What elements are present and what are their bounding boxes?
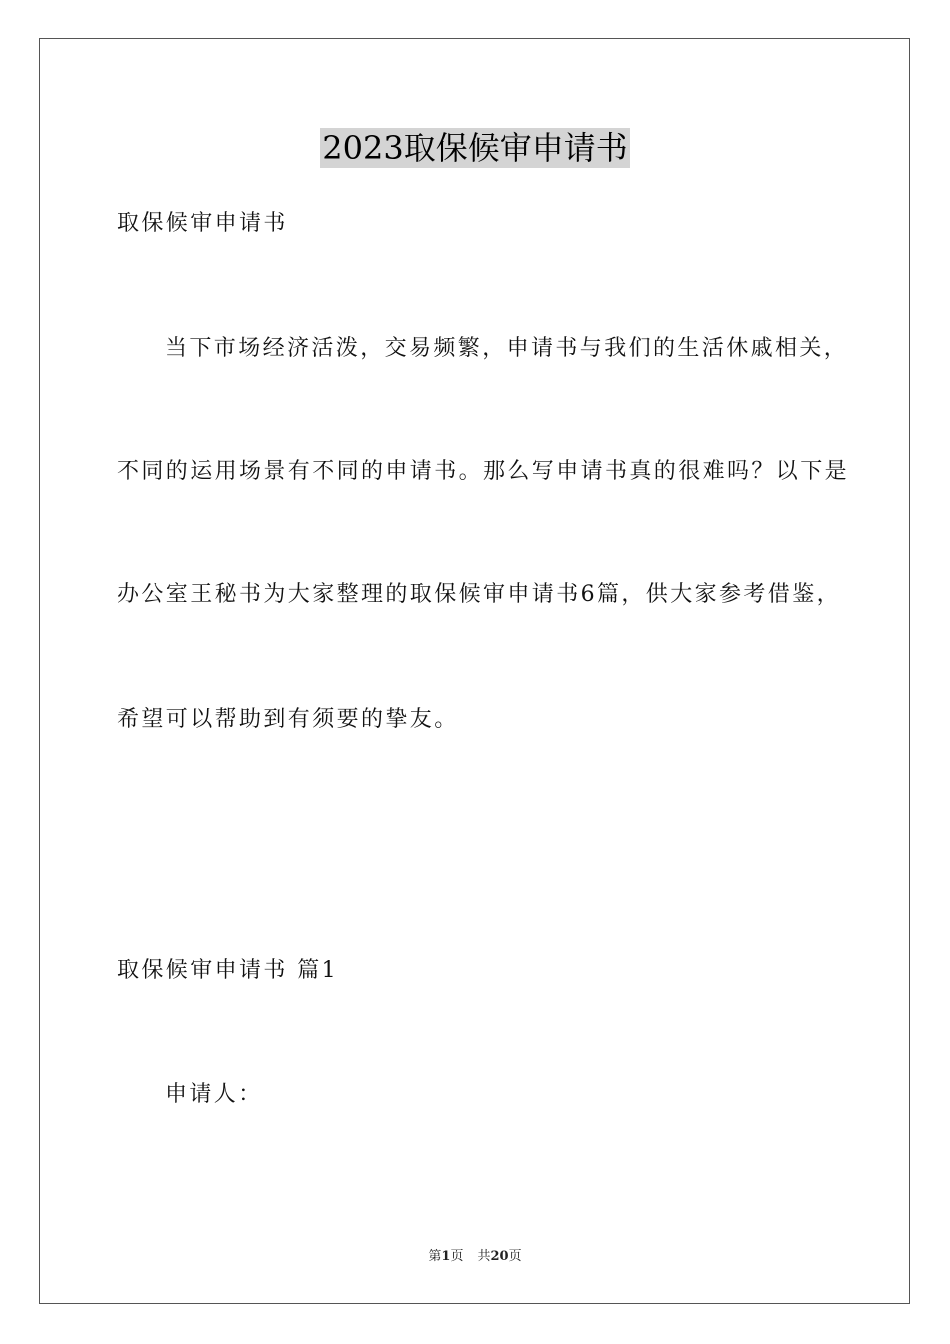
footer-page-total: 20 — [490, 1249, 509, 1264]
footer-page-prefix: 第 — [428, 1249, 442, 1264]
page-footer — [0, 1248, 950, 1266]
document-subtitle: 取保候审申请书 — [117, 211, 288, 236]
applicant-label: 申请人： — [165, 1082, 263, 1107]
document-title: 2023取保候审申请书 — [322, 129, 628, 167]
intro-paragraph-line-4: 希望可以帮助到有须要的挚友。 — [117, 707, 459, 732]
footer-page-suffix: 页 — [450, 1249, 464, 1264]
footer-page-current: 1 — [441, 1249, 451, 1264]
intro-paragraph-line-3: 办公室王秘书为大家整理的取保候审申请书6篇，供大家参考借鉴， — [117, 582, 841, 607]
footer-total-suffix: 页 — [508, 1249, 522, 1264]
title-container — [0, 128, 950, 168]
section-heading: 取保候审申请书 篇1 — [117, 958, 338, 983]
footer-total-prefix: 共 — [477, 1249, 491, 1264]
intro-paragraph-line-2: 不同的运用场景有不同的申请书。那么写申请书真的很难吗？以下是 — [117, 459, 850, 484]
intro-paragraph-line-1: 当下市场经济活泼，交易频繁，申请书与我们的生活休戚相关， — [165, 336, 849, 361]
